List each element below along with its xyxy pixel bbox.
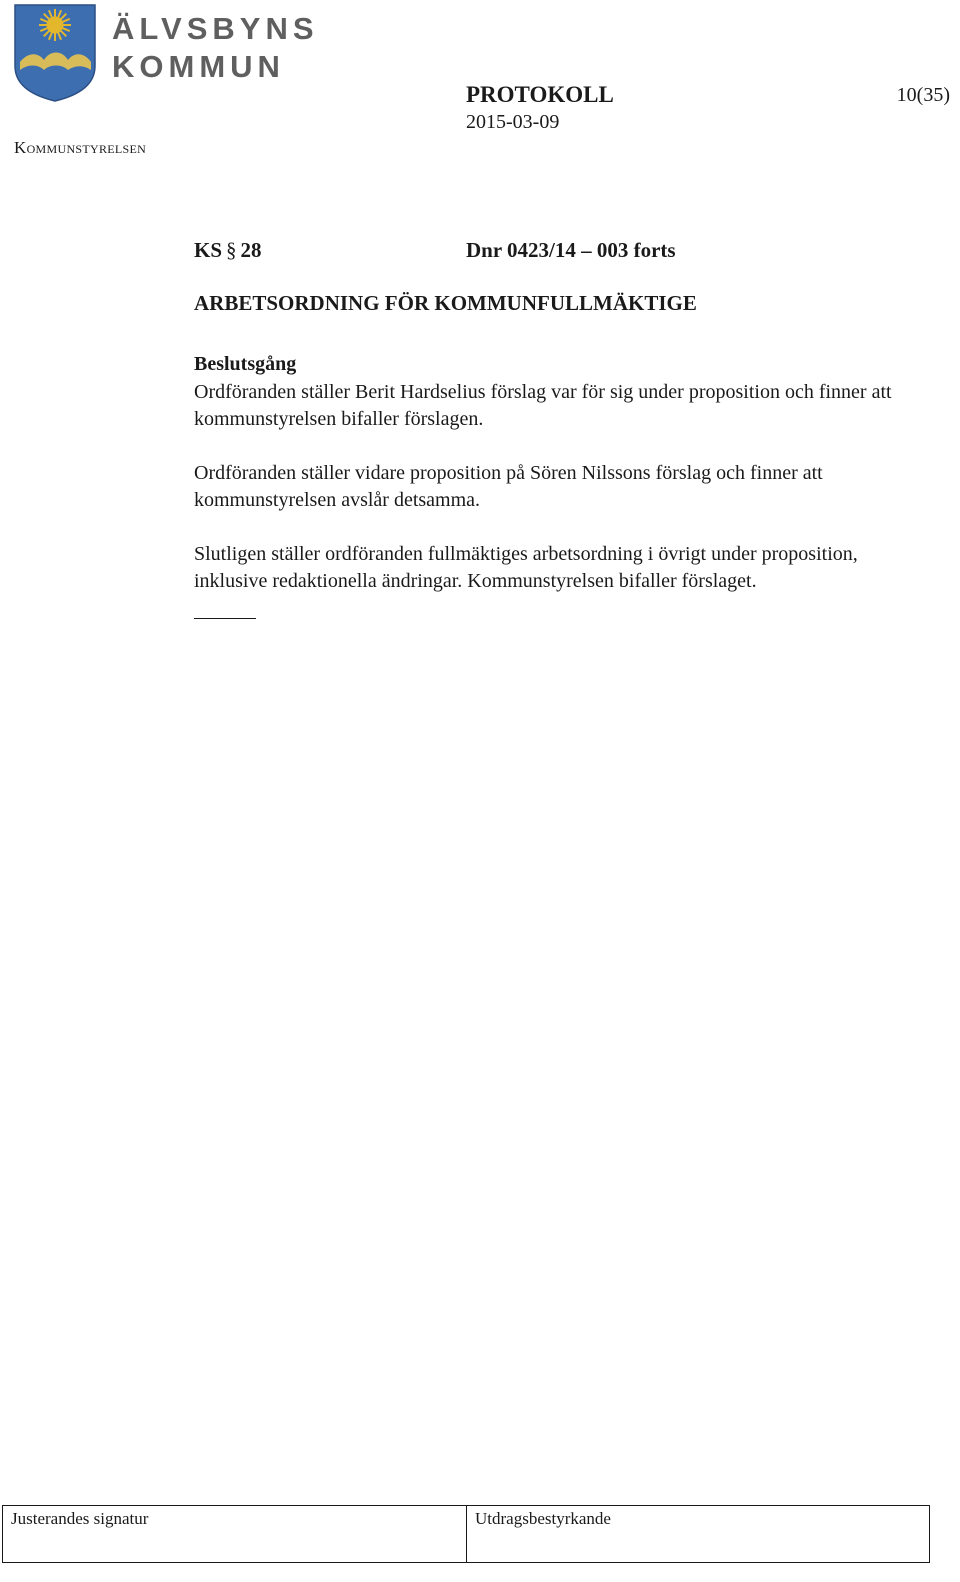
logo-wordmark-line2: KOMMUN — [112, 49, 285, 84]
subheading: Beslutsgång — [194, 353, 297, 375]
section-ref-number: 28 — [240, 238, 262, 262]
signature-cell — [3, 1506, 467, 1562]
document-type: PROTOKOLL — [466, 82, 614, 107]
section-ref-prefix: KS — [194, 238, 223, 262]
signature-label: Justerandes signatur — [11, 1509, 149, 1528]
end-divider — [194, 618, 256, 619]
department-name: Kommunstyrelsen — [14, 138, 147, 157]
paragraph: Ordföranden ställer Berit Hardselius förslag var för sig under proposition och finner att kommunstyrelsen bifaller förslagen. — [194, 380, 892, 430]
page-number: 10(35) — [896, 84, 950, 106]
document-date: 2015-03-09 — [466, 111, 560, 133]
section-sign: § — [226, 238, 237, 262]
paragraph: Ordföranden ställer vidare proposition på Sören Nilssons förslag och finner att kommunstyrelsen avslår detsamma. — [194, 461, 823, 511]
certification-label: Utdragsbestyrkande — [475, 1509, 611, 1528]
footer-signature-table — [2, 1505, 930, 1563]
paragraph: Slutligen ställer ordföranden fullmäktiges arbetsordning i övrigt under proposition, inklusive redaktionella ändringar. Kommunstyrelsen bifaller förslaget. — [194, 542, 858, 592]
section-reference — [194, 238, 262, 263]
protocol-body — [194, 351, 934, 619]
section-title: ARBETSORDNING FÖR KOMMUNFULLMÄKTIGE — [194, 291, 697, 315]
municipality-shield-logo — [14, 4, 96, 102]
certification-cell — [467, 1506, 929, 1562]
diary-number: Dnr 0423/14 – 003 forts — [466, 238, 676, 262]
logo-wordmark-line1: ÄLVSBYNS — [112, 11, 319, 46]
